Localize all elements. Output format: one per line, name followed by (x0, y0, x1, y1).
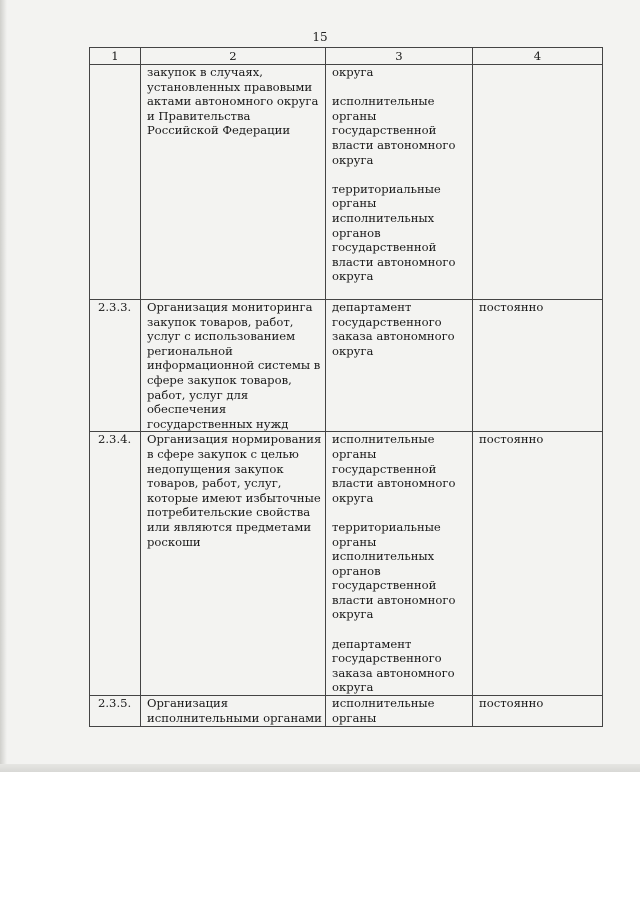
table-row (90, 300, 603, 432)
page-number: 15 (312, 30, 328, 44)
row-executors: департамент государственного заказа автономного округа (326, 300, 473, 432)
row-number: 2.3.4. (90, 432, 141, 696)
row-action: закупок в случаях, установленных правовыми актами автономного округа и Правительства Российской Федерации (141, 65, 326, 300)
row-deadline (473, 65, 603, 300)
plan-table (89, 47, 603, 727)
row-executors: округа исполнительные органы государственной власти автономного округа территориальные органы исполнительных органов государственной власти автономного округа (326, 65, 473, 300)
row-executors: исполнительные органы (326, 696, 473, 727)
row-number: 2.3.5. (90, 696, 141, 727)
scan-bottom-edge (0, 764, 640, 772)
table-header-row (90, 48, 603, 65)
row-deadline: постоянно (473, 300, 603, 432)
column-header: 1 (90, 48, 141, 65)
row-action: Организация нормирования в сфере закупок с целью недопущения закупок товаров, работ, услуг, которые имеют избыточные потребительские свойства или являются предметами роскоши (141, 432, 326, 696)
table-row (90, 65, 603, 300)
column-header: 2 (141, 48, 326, 65)
row-number (90, 65, 141, 300)
table-row (90, 696, 603, 727)
column-header: 3 (326, 48, 473, 65)
row-number: 2.3.3. (90, 300, 141, 432)
row-executors: исполнительные органы государственной власти автономного округа территориальные органы исполнительных органов государственной власти автономного округа департамент государственного заказа автономного округа (326, 432, 473, 696)
row-action: Организация мониторинга закупок товаров, работ, услуг с использованием региональной информационной системы в сфере закупок товаров, работ, услуг для обеспечения государственных нужд (141, 300, 326, 432)
row-deadline: постоянно (473, 696, 603, 727)
row-action: Организация исполнительными органами (141, 696, 326, 727)
row-deadline: постоянно (473, 432, 603, 696)
table-row (90, 432, 603, 696)
scan-left-edge (0, 0, 7, 770)
column-header: 4 (473, 48, 603, 65)
